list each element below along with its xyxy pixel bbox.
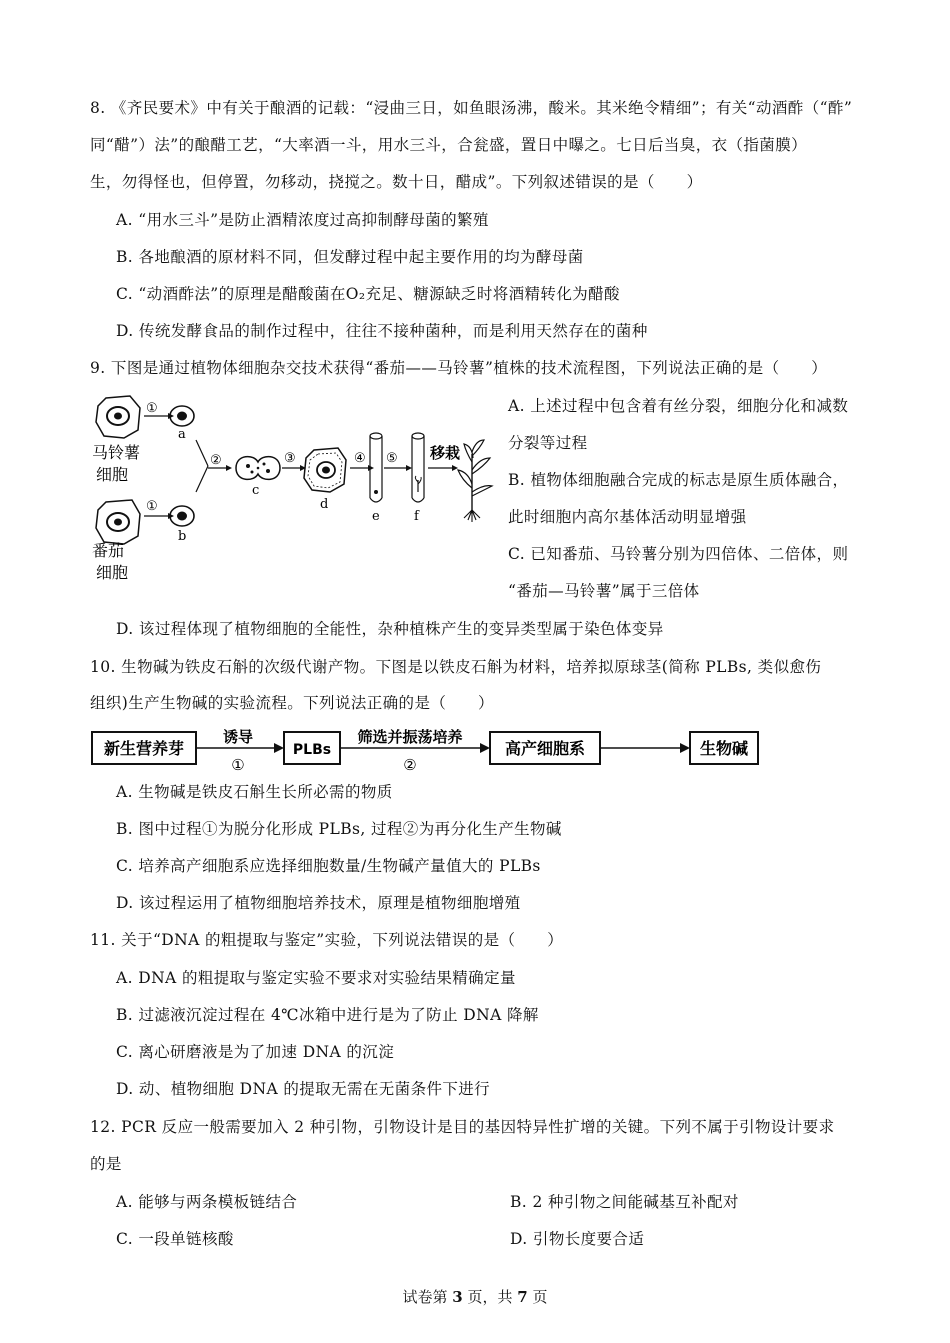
q10-option-b: B. 图中过程①为脱分化形成 PLBs, 过程②为再分化生产生物碱: [116, 820, 562, 838]
step-5-label: ⑤: [386, 451, 398, 466]
q9-stem: 9. 下图是通过植物体细胞杂交技术获得“番茄——马铃薯”植株的技术流程图，下列说法正确的是（ ）: [90, 359, 828, 377]
flow-arrow-2-bottom-label: ②: [403, 756, 417, 772]
footer-total-pages: 7: [517, 1288, 528, 1306]
footer-suffix: 页: [532, 1288, 548, 1306]
potato-cell-figure: [96, 396, 140, 438]
step-3-label: ③: [284, 451, 296, 466]
q8-option-b: B. 各地酿酒的原材料不同，但发酵过程中起主要作用的均为酵母菌: [116, 248, 584, 266]
step-4-label: ④: [354, 451, 366, 466]
q11-option-c: C. 离心研磨液是为了加速 DNA 的沉淀: [116, 1043, 395, 1061]
q9-option-a-line-2: 分裂等过程: [508, 434, 588, 452]
transplant-label: 移栽: [430, 444, 461, 462]
q10-option-c: C. 培养高产细胞系应选择细胞数量/生物碱产量值大的 PLBs: [116, 857, 541, 875]
flow-arrow-1-bottom-label: ①: [231, 756, 245, 772]
label-a: a: [178, 427, 186, 442]
label-b: b: [178, 529, 187, 544]
label-f: f: [414, 509, 419, 524]
flow-box-2-label: PLBs: [292, 742, 332, 758]
q9-option-c-line-1: C. 已知番茄、马铃薯分别为四倍体、二倍体，则: [508, 545, 849, 563]
label-c: c: [252, 483, 260, 498]
flow-box-4-label: 生物碱: [699, 739, 749, 758]
q8-option-a: A. “用水三斗”是防止酒精浓度过高抑制酵母菌的繁殖: [116, 211, 489, 229]
page-footer: [0, 1286, 950, 1307]
q8-option-c: C. “动酒酢法”的原理是醋酸菌在O₂充足、糖源缺乏时将酒精转化为醋酸: [116, 285, 620, 303]
hybrid-cell-d: [304, 448, 346, 492]
q8-stem-line-2: 同“醋”）法”的酿醋工艺，“大率酒一斗，用水三斗，合瓮盛，置日中曝之。七日后当臭，衣（指菌膜）: [90, 136, 807, 154]
potato-label-1: 马铃薯: [92, 443, 141, 462]
flow-arrow-2-top-label: 筛选并振荡培养: [357, 728, 463, 746]
q10-stem-line-1: 10. 生物碱为铁皮石斛的次级代谢产物。下图是以铁皮石斛为材料，培养拟原球茎(简称 PLBs, 类似愈伤: [90, 658, 822, 676]
q10-option-d: D. 该过程运用了植物细胞培养技术，原理是植物细胞增殖: [116, 894, 521, 912]
q11-option-d: D. 动、植物细胞 DNA 的提取无需在无菌条件下进行: [116, 1080, 491, 1098]
q10-flow-diagram: [90, 724, 762, 772]
step-2-label: ②: [210, 453, 222, 468]
q9-flow-figure: [92, 392, 502, 584]
test-tube-f: [412, 433, 424, 502]
q11-option-b: B. 过滤液沉淀过程在 4℃冰箱中进行是为了防止 DNA 降解: [116, 1006, 539, 1024]
q12-stem-line-1: 12. PCR 反应一般需要加入 2 种引物，引物设计是目的基因特异性扩增的关键。下列不属于引物设计要求: [90, 1118, 835, 1136]
q10-option-a: A. 生物碱是铁皮石斛生长所必需的物质: [116, 783, 393, 801]
footer-prefix: 试卷第: [402, 1288, 448, 1306]
flow-box-3-label: 高产细胞系: [504, 739, 586, 758]
hybrid-plant: [458, 440, 492, 522]
step-1-bottom-label: ①: [146, 499, 158, 514]
q12-option-c: C. 一段单链核酸: [116, 1230, 234, 1248]
q11-option-a: A. DNA 的粗提取与鉴定实验不要求对实验结果精确定量: [116, 969, 516, 987]
footer-mid: 页，共: [467, 1288, 513, 1306]
q12-option-a: A. 能够与两条模板链结合: [116, 1193, 298, 1211]
label-e: e: [372, 509, 380, 524]
q12-option-d: D. 引物长度要合适: [510, 1230, 645, 1248]
tomato-label-1: 番茄: [92, 541, 125, 560]
flow-box-1-label: 新生营养芽: [103, 739, 185, 758]
q11-stem: 11. 关于“DNA 的粗提取与鉴定”实验，下列说法错误的是（ ）: [90, 931, 564, 949]
q9-option-b-line-1: B. 植物体细胞融合完成的标志是原生质体融合，: [508, 471, 849, 489]
step-1-top-label: ①: [146, 401, 158, 416]
q9-option-d: D. 该过程体现了植物细胞的全能性，杂种植株产生的变异类型属于染色体变异: [116, 620, 664, 638]
q9-option-b-line-2: 此时细胞内高尔基体活动明显增强: [508, 508, 747, 526]
q12-option-b: B. 2 种引物之间能碱基互补配对: [510, 1193, 739, 1211]
footer-page-number: 3: [452, 1288, 463, 1306]
potato-label-2: 细胞: [96, 465, 129, 484]
q8-stem-line-1: 8. 《齐民要术》中有关于酿酒的记载：“浸曲三日，如鱼眼汤沸，酸米。其米绝令精细”；有关“动酒酢（“酢”: [90, 99, 853, 117]
flow-arrow-1-top-label: 诱导: [222, 728, 254, 746]
q9-option-a-line-1: A. 上述过程中包含着有丝分裂，细胞分化和减数: [508, 397, 849, 415]
q10-stem-line-2: 组织)生产生物碱的实验流程。下列说法正确的是（ ）: [90, 694, 494, 712]
fusing-protoplast-c: [236, 457, 280, 480]
q9-option-c-line-2: “番茄—马铃薯”属于三倍体: [508, 582, 700, 600]
q12-stem-line-2: 的是: [90, 1155, 122, 1173]
q8-stem-line-3: 生，勿得怪也，但停置，勿移动，挠搅之。数十日，醋成”。下列叙述错误的是（ ）: [90, 173, 703, 191]
tomato-cell-figure: [96, 500, 140, 544]
q8-option-d: D. 传统发酵食品的制作过程中，往往不接种菌种，而是利用天然存在的菌种: [116, 322, 648, 340]
label-d: d: [320, 497, 329, 512]
tomato-label-2: 细胞: [96, 563, 129, 582]
